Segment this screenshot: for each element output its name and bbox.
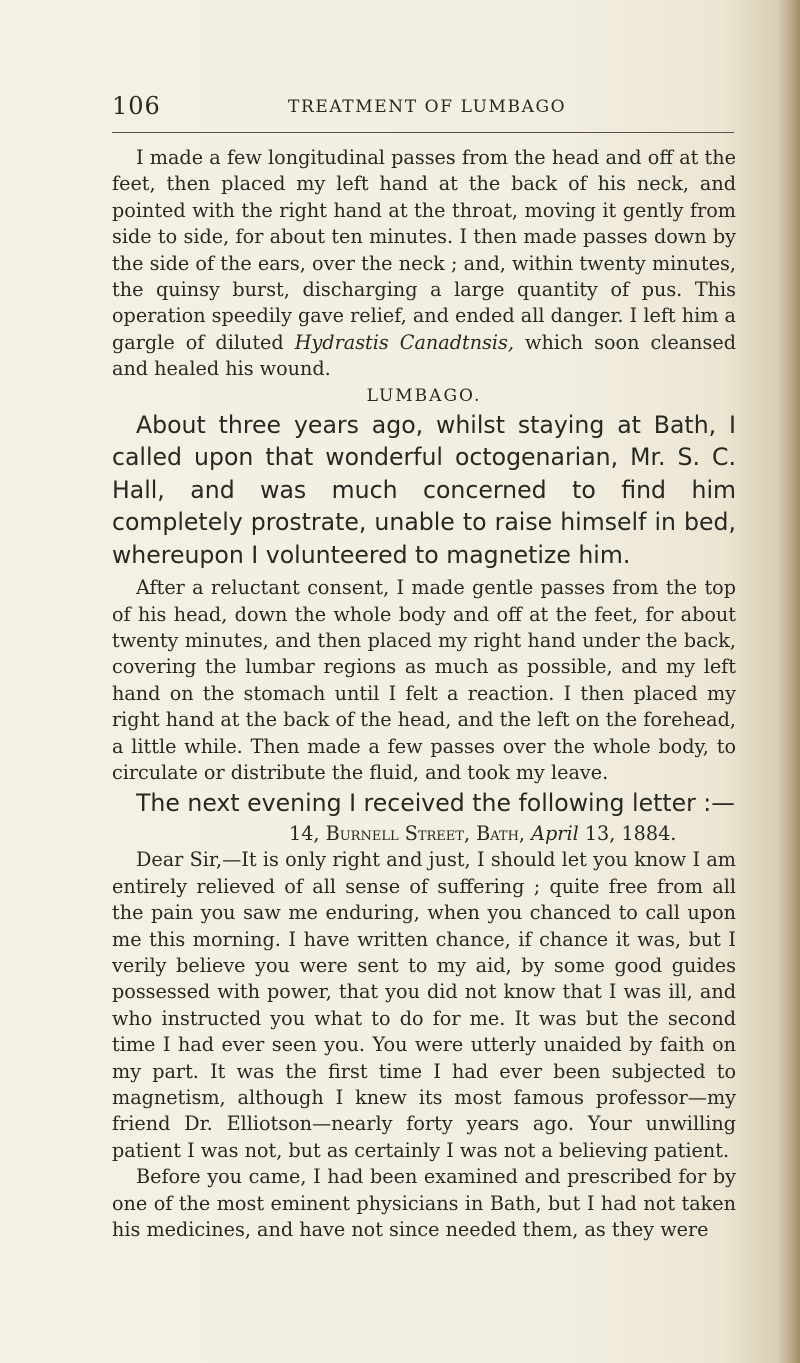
address-date: 13, 1884. (578, 822, 677, 846)
paragraph-letter-continued: Before you came, I had been examined and prescribed for by one of the most eminent physicians in Bath, but I had not taken his medicines, and have not since needed them, as they were (112, 1165, 736, 1242)
paragraph-lumbago-treatment: After a reluctant consent, I made gentle passes from the top of his head, down the whole body and off at the feet, for about twenty minutes, and then placed my right hand under the back, covering the lumbar regions as much as possible, and my left hand on the stomach until I felt a reaction. I then placed my right hand at the back of the head, and the left on the forehead, a little while. Then made a few passes over the whole body, to circulate or distribute the fluid, and took my leave. (112, 576, 736, 784)
running-head: TREATMENT OF LUMBAGO (288, 97, 567, 117)
section-heading: LUMBAGO. (366, 385, 482, 406)
paragraph-text: which soon cleansed and healed his wound. (112, 330, 736, 381)
page-edge-shadow (778, 0, 800, 1363)
address-street: Burnell Street, Bath, (325, 822, 526, 846)
paragraph-letter-intro: The next evening I received the following letter :— (136, 789, 735, 818)
page-header (112, 92, 732, 122)
header-rule (112, 132, 734, 133)
paragraph-text: I made a few longitudinal passes from the head and off at the feet, then placed my left hand at the back of his neck, and pointed with the right hand at the throat, moving it gently from side to side, for about ten minutes. I then made passes down by the side of the ears, over the neck ; and, within twenty minutes, the quinsy burst, discharging a large quantity of pus. This operation speedily gave relief, and ended all danger. I left him a gargle of diluted (112, 146, 736, 354)
address-month: April (531, 822, 579, 846)
paragraph-hall-visit: About three years ago, whilst staying at Bath, I called upon that wonderful octogenarian, Mr. S. C. Hall, and was much concerned to find him completely prostrate, unable to raise himself in bed, whereupon I volunteered to magnetize him. (112, 410, 736, 569)
letter-address (112, 820, 736, 847)
address-number: 14, (289, 822, 326, 846)
paragraph-quinsy-treatment (112, 145, 736, 383)
body-text (112, 145, 736, 1244)
paragraph-letter-body: Dear Sir,—It is only right and just, I should let you know I am entirely relieved of all sense of suffering ; quite free from all the pain you saw me enduring, when you chanced to call upon me this morning. I have written chance, if chance it was, but I verily believe you were sent to my aid, by some good guides possessed with power, that you did not know that I was ill, and who instructed you what to do for me. It was but the second time I had ever seen you. You were utterly unaided by faith on my part. It was the first time I had ever been subjected to magnetism, although I knew its most famous professor—my friend Dr. Elliotson—nearly forty years ago. Your unwilling patient I was not, but as certainly I was not a believing patient. (112, 848, 736, 1162)
italic-remedy-name: Hydrastis Canadtnsis, (294, 330, 514, 354)
page-number: 106 (112, 92, 161, 120)
